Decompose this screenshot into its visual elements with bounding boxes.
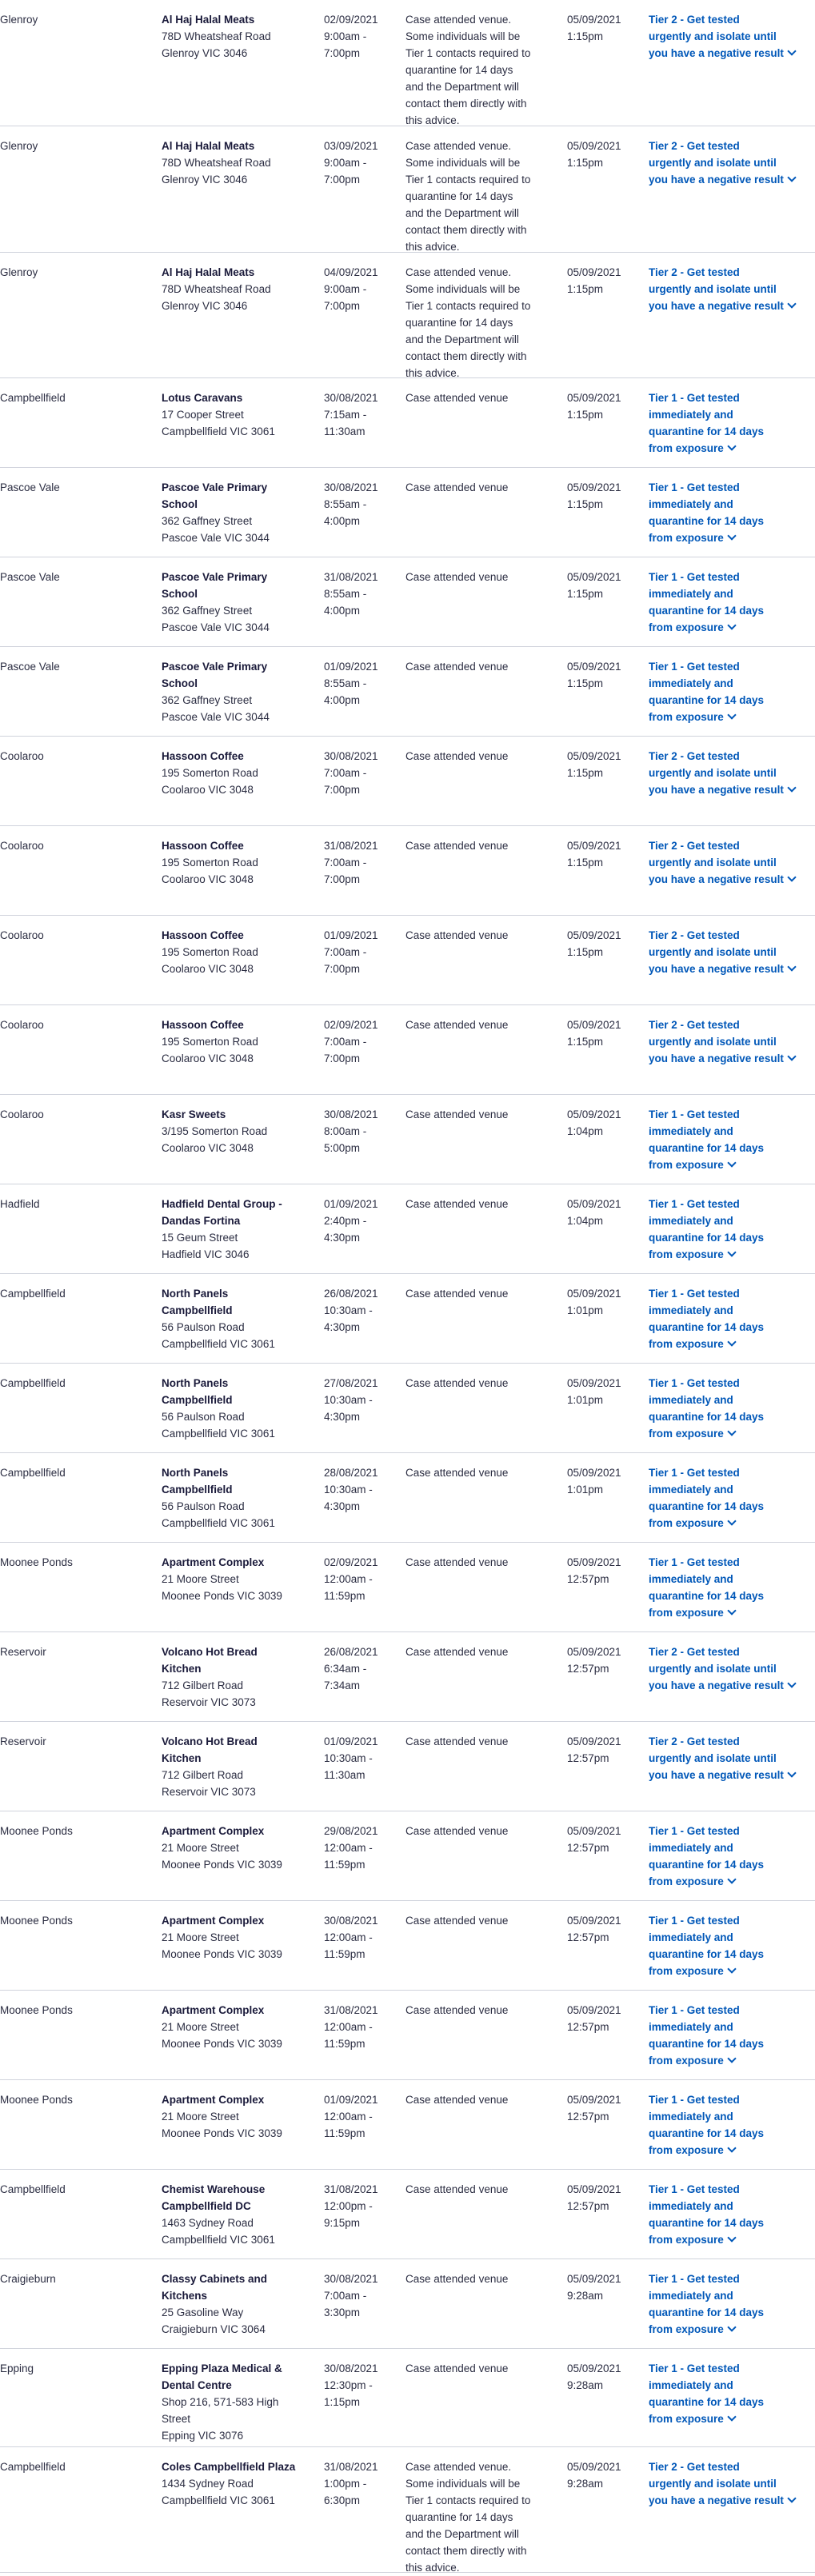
added-time-cell: 05/09/2021 1:15pm <box>567 840 621 869</box>
added-time-cell: 05/09/2021 12:57pm <box>567 1735 621 1764</box>
added-time-cell: 05/09/2021 1:04pm <box>567 1108 621 1137</box>
exposure-period-cell: 30/08/2021 12:30pm - 1:15pm <box>324 2362 378 2408</box>
site-cell <box>162 1196 314 1263</box>
site-cell <box>162 1643 314 1711</box>
site-address: 1434 Sydney Road Campbellfield VIC 3061 <box>162 2478 275 2506</box>
site-name: Al Haj Halal Meats <box>162 140 255 152</box>
site-cell <box>162 748 314 798</box>
exposure-period-cell: 31/08/2021 7:00am - 7:00pm <box>324 840 378 885</box>
health-advice-toggle[interactable] <box>649 2181 809 2248</box>
health-advice-text: Tier 1 - Get tested immediately and quarantine for 14 days from exposure <box>649 661 765 723</box>
exposure-period-cell: 01/09/2021 8:55am - 4:00pm <box>324 661 378 706</box>
notes-cell: Case attended venue <box>406 1467 509 1479</box>
notes-cell: Case attended venue <box>406 750 509 762</box>
health-advice-toggle[interactable] <box>649 748 809 798</box>
health-advice-toggle[interactable] <box>649 2091 809 2159</box>
health-advice-text: Tier 1 - Get tested immediately and quarantine for 14 days from exposure <box>649 1377 765 1440</box>
suburb-cell: Glenroy <box>0 14 38 26</box>
chevron-down-icon <box>787 1052 796 1060</box>
suburb-cell: Coolaroo <box>0 1108 44 1120</box>
notes-cell: Case attended venue <box>406 1915 509 1927</box>
notes-cell: Case attended venue. Some individuals will be Tier 1 contacts required to quarantine for 14 days and the Department will contact them directly with this advice. <box>406 2461 531 2574</box>
health-advice-text: Tier 2 - Get tested urgently and isolate until you have a negative result <box>649 929 784 975</box>
chevron-down-icon <box>727 1158 736 1167</box>
site-address: 195 Somerton Road Coolaroo VIC 3048 <box>162 946 258 975</box>
health-advice-text: Tier 1 - Get tested immediately and quarantine for 14 days from exposure <box>649 571 765 633</box>
added-time-cell: 05/09/2021 1:15pm <box>567 266 621 295</box>
site-address: 21 Moore Street Moonee Ponds VIC 3039 <box>162 2111 282 2139</box>
suburb-cell: Reservoir <box>0 1646 46 1658</box>
health-advice-text: Tier 1 - Get tested immediately and quarantine for 14 days from exposure <box>649 1198 765 1260</box>
health-advice-toggle[interactable] <box>649 2360 809 2427</box>
health-advice-toggle[interactable] <box>649 1285 809 1352</box>
added-time-cell: 05/09/2021 1:15pm <box>567 571 621 600</box>
chevron-down-icon <box>727 1964 736 1973</box>
site-address: 21 Moore Street Moonee Ponds VIC 3039 <box>162 1931 282 1960</box>
suburb-cell: Campbellfield <box>0 1467 66 1479</box>
health-advice-toggle[interactable] <box>649 2458 809 2509</box>
site-cell <box>162 138 314 188</box>
site-name: Epping Plaza Medical & Dental Centre <box>162 2362 282 2391</box>
notes-cell: Case attended venue. Some individuals will be Tier 1 contacts required to quarantine for 14 days and the Department will contact them directly with this advice. <box>406 140 531 253</box>
table-row <box>0 2259 815 2349</box>
site-name: Hassoon Coffee <box>162 929 244 941</box>
chevron-down-icon <box>787 783 796 792</box>
table-row <box>0 2080 815 2170</box>
health-advice-text: Tier 2 - Get tested urgently and isolate until you have a negative result <box>649 1646 784 1691</box>
health-advice-text: Tier 2 - Get tested urgently and isolate until you have a negative result <box>649 750 784 796</box>
site-address: 195 Somerton Road Coolaroo VIC 3048 <box>162 1036 258 1064</box>
chevron-down-icon <box>787 173 796 182</box>
health-advice-text: Tier 1 - Get tested immediately and quarantine for 14 days from exposure <box>649 1288 765 1350</box>
exposure-period-cell: 29/08/2021 12:00am - 11:59pm <box>324 1825 378 1871</box>
notes-cell: Case attended venue <box>406 929 509 941</box>
notes-cell: Case attended venue <box>406 1288 509 1300</box>
site-name: Apartment Complex <box>162 2094 265 2106</box>
health-advice-toggle[interactable] <box>649 1106 809 1173</box>
notes-cell: Case attended venue <box>406 1019 509 1031</box>
table-row <box>0 1811 815 1901</box>
exposure-period-cell: 30/08/2021 8:55am - 4:00pm <box>324 481 378 527</box>
table-row <box>0 1901 815 1991</box>
health-advice-text: Tier 2 - Get tested urgently and isolate until you have a negative result <box>649 1019 784 1064</box>
site-cell <box>162 2458 314 2509</box>
exposure-period-cell: 31/08/2021 12:00am - 11:59pm <box>324 2004 378 2050</box>
notes-cell: Case attended venue <box>406 1825 509 1837</box>
site-cell <box>162 1464 314 1532</box>
added-time-cell: 05/09/2021 12:57pm <box>567 2183 621 2212</box>
site-name: Hassoon Coffee <box>162 1019 244 1031</box>
chevron-down-icon <box>727 1875 736 1883</box>
health-advice-text: Tier 2 - Get tested urgently and isolate until you have a negative result <box>649 1735 784 1781</box>
notes-cell: Case attended venue <box>406 392 509 404</box>
site-cell <box>162 2360 314 2444</box>
site-name: Classy Cabinets and Kitchens <box>162 2273 268 2302</box>
site-cell <box>162 1823 314 1873</box>
table-row <box>0 1543 815 1632</box>
notes-cell: Case attended venue <box>406 840 509 852</box>
health-advice-toggle[interactable] <box>649 1912 809 1979</box>
table-row <box>0 1184 815 1274</box>
chevron-down-icon <box>787 1679 796 1687</box>
health-advice-text: Tier 1 - Get tested immediately and quarantine for 14 days from exposure <box>649 2094 765 2156</box>
site-cell <box>162 1016 314 1067</box>
site-address: 362 Gaffney Street Pascoe Vale VIC 3044 <box>162 694 270 723</box>
site-name: Volcano Hot Bread Kitchen <box>162 1735 258 1764</box>
added-time-cell: 05/09/2021 1:15pm <box>567 1019 621 1048</box>
site-name: Hassoon Coffee <box>162 750 244 762</box>
added-time-cell: 05/09/2021 12:57pm <box>567 1646 621 1675</box>
table-row <box>0 2349 815 2447</box>
chevron-down-icon <box>787 2494 796 2502</box>
site-address: 195 Somerton Road Coolaroo VIC 3048 <box>162 767 258 796</box>
site-address: 25 Gasoline Way Craigieburn VIC 3064 <box>162 2306 266 2335</box>
health-advice-toggle[interactable] <box>649 138 809 188</box>
chevron-down-icon <box>727 621 736 629</box>
site-cell <box>162 1375 314 1442</box>
chevron-down-icon <box>787 299 796 308</box>
exposure-period-cell: 04/09/2021 9:00am - 7:00pm <box>324 266 378 312</box>
table-row <box>0 737 815 826</box>
suburb-cell: Campbellfield <box>0 2461 66 2473</box>
site-name: Apartment Complex <box>162 1556 265 1568</box>
table-row <box>0 1722 815 1811</box>
suburb-cell: Epping <box>0 2362 34 2374</box>
site-name: Kasr Sweets <box>162 1108 226 1120</box>
added-time-cell: 05/09/2021 12:57pm <box>567 2094 621 2123</box>
health-advice-text: Tier 2 - Get tested urgently and isolate until you have a negative result <box>649 840 784 885</box>
site-address: 15 Geum Street Hadfield VIC 3046 <box>162 1232 250 1260</box>
health-advice-toggle[interactable] <box>649 1016 809 1067</box>
exposure-period-cell: 28/08/2021 10:30am - 4:30pm <box>324 1467 378 1512</box>
chevron-down-icon <box>727 1606 736 1615</box>
table-row <box>0 2447 815 2573</box>
site-address: 21 Moore Street Moonee Ponds VIC 3039 <box>162 1573 282 1602</box>
exposure-period-cell: 31/08/2021 12:00pm - 9:15pm <box>324 2183 378 2229</box>
site-name: Pascoe Vale Primary School <box>162 571 268 600</box>
health-advice-toggle[interactable] <box>649 2270 809 2338</box>
health-advice-toggle[interactable] <box>649 264 809 314</box>
suburb-cell: Campbellfield <box>0 392 66 404</box>
site-name: Apartment Complex <box>162 1825 265 1837</box>
notes-cell: Case attended venue <box>406 1198 509 1210</box>
chevron-down-icon <box>727 710 736 719</box>
site-address: 56 Paulson Road Campbellfield VIC 3061 <box>162 1321 275 1350</box>
table-row <box>0 1632 815 1722</box>
chevron-down-icon <box>787 1768 796 1777</box>
exposure-period-cell: 01/09/2021 10:30am - 11:30am <box>324 1735 378 1781</box>
chevron-down-icon <box>727 2054 736 2063</box>
table-row <box>0 1095 815 1184</box>
suburb-cell: Coolaroo <box>0 840 44 852</box>
health-advice-text: Tier 1 - Get tested immediately and quarantine for 14 days from exposure <box>649 481 765 544</box>
exposure-period-cell: 31/08/2021 8:55am - 4:00pm <box>324 571 378 617</box>
site-name: Apartment Complex <box>162 1915 265 1927</box>
chevron-down-icon <box>727 1516 736 1525</box>
exposure-period-cell: 02/09/2021 12:00am - 11:59pm <box>324 1556 378 1602</box>
notes-cell: Case attended venue. Some individuals will be Tier 1 contacts required to quarantine for 14 days and the Department will contact them directly with this advice. <box>406 14 531 126</box>
site-cell <box>162 569 314 636</box>
suburb-cell: Moonee Ponds <box>0 1915 73 1927</box>
health-advice-toggle[interactable] <box>649 11 809 62</box>
health-advice-text: Tier 1 - Get tested immediately and quarantine for 14 days from exposure <box>649 2362 765 2425</box>
site-address: 21 Moore Street Moonee Ponds VIC 3039 <box>162 2021 282 2050</box>
health-advice-toggle[interactable] <box>649 2002 809 2069</box>
health-advice-text: Tier 2 - Get tested urgently and isolate until you have a negative result <box>649 266 784 312</box>
suburb-cell: Craigieburn <box>0 2273 56 2285</box>
site-name: Al Haj Halal Meats <box>162 266 255 278</box>
site-name: Coles Campbellfield Plaza <box>162 2461 296 2473</box>
health-advice-toggle[interactable] <box>649 1643 809 1694</box>
notes-cell: Case attended venue <box>406 1377 509 1389</box>
suburb-cell: Pascoe Vale <box>0 481 60 493</box>
notes-cell: Case attended venue <box>406 2273 509 2285</box>
site-address: 78D Wheatsheaf Road Glenroy VIC 3046 <box>162 157 271 186</box>
site-cell <box>162 2002 314 2052</box>
site-name: Volcano Hot Bread Kitchen <box>162 1646 258 1675</box>
suburb-cell: Moonee Ponds <box>0 2004 73 2016</box>
site-address: 21 Moore Street Moonee Ponds VIC 3039 <box>162 1842 282 1871</box>
site-address: 78D Wheatsheaf Road Glenroy VIC 3046 <box>162 30 271 59</box>
chevron-down-icon <box>727 2143 736 2152</box>
added-time-cell: 05/09/2021 1:15pm <box>567 750 621 779</box>
added-time-cell: 05/09/2021 1:15pm <box>567 661 621 689</box>
suburb-cell: Moonee Ponds <box>0 2094 73 2106</box>
health-advice-text: Tier 1 - Get tested immediately and quarantine for 14 days from exposure <box>649 2004 765 2067</box>
health-advice-text: Tier 1 - Get tested immediately and quarantine for 14 days from exposure <box>649 1108 765 1171</box>
site-name: North Panels Campbellfield <box>162 1467 233 1496</box>
added-time-cell: 05/09/2021 9:28am <box>567 2273 621 2302</box>
health-advice-text: Tier 1 - Get tested immediately and quarantine for 14 days from exposure <box>649 1825 765 1887</box>
suburb-cell: Coolaroo <box>0 750 44 762</box>
health-advice-text: Tier 1 - Get tested immediately and quarantine for 14 days from exposure <box>649 1556 765 1619</box>
added-time-cell: 05/09/2021 12:57pm <box>567 1915 621 1943</box>
site-cell <box>162 2181 314 2248</box>
table-row <box>0 1364 815 1453</box>
exposure-period-cell: 30/08/2021 12:00am - 11:59pm <box>324 1915 378 1960</box>
notes-cell: Case attended venue <box>406 661 509 673</box>
chevron-down-icon <box>727 2412 736 2421</box>
suburb-cell: Campbellfield <box>0 2183 66 2195</box>
health-advice-text: Tier 1 - Get tested immediately and quarantine for 14 days from exposure <box>649 392 765 454</box>
site-name: Pascoe Vale Primary School <box>162 661 268 689</box>
suburb-cell: Coolaroo <box>0 929 44 941</box>
table-row <box>0 916 815 1005</box>
notes-cell: Case attended venue <box>406 571 509 583</box>
added-time-cell: 05/09/2021 12:57pm <box>567 2004 621 2033</box>
suburb-cell: Glenroy <box>0 140 38 152</box>
added-time-cell: 05/09/2021 1:15pm <box>567 481 621 510</box>
suburb-cell: Glenroy <box>0 266 38 278</box>
table-row <box>0 126 815 253</box>
health-advice-toggle[interactable] <box>649 389 809 457</box>
added-time-cell: 05/09/2021 1:01pm <box>567 1467 621 1496</box>
added-time-cell: 05/09/2021 1:04pm <box>567 1198 621 1227</box>
chevron-down-icon <box>727 441 736 450</box>
health-advice-text: Tier 1 - Get tested immediately and quarantine for 14 days from exposure <box>649 2273 765 2335</box>
site-cell <box>162 1733 314 1800</box>
health-advice-toggle[interactable] <box>649 569 809 636</box>
added-time-cell: 05/09/2021 9:28am <box>567 2461 621 2490</box>
site-name: Chemist Warehouse Campbellfield DC <box>162 2183 266 2212</box>
health-advice-toggle[interactable] <box>649 1196 809 1263</box>
health-advice-toggle[interactable] <box>649 479 809 546</box>
site-address: 78D Wheatsheaf Road Glenroy VIC 3046 <box>162 283 271 312</box>
site-cell <box>162 1554 314 1604</box>
site-cell <box>162 389 314 440</box>
health-advice-toggle[interactable] <box>649 1464 809 1532</box>
health-advice-text: Tier 2 - Get tested urgently and isolate until you have a negative result <box>649 14 784 59</box>
notes-cell: Case attended venue <box>406 1108 509 1120</box>
health-advice-text: Tier 2 - Get tested urgently and isolate until you have a negative result <box>649 140 784 186</box>
added-time-cell: 05/09/2021 12:57pm <box>567 1556 621 1585</box>
table-row <box>0 378 815 468</box>
site-cell <box>162 837 314 888</box>
added-time-cell: 05/09/2021 1:15pm <box>567 929 621 958</box>
health-advice-toggle[interactable] <box>649 1823 809 1890</box>
chevron-down-icon <box>727 1248 736 1256</box>
chevron-down-icon <box>787 46 796 55</box>
site-address: 712 Gilbert Road Reservoir VIC 3073 <box>162 1679 256 1708</box>
site-cell <box>162 264 314 314</box>
site-address: 362 Gaffney Street Pascoe Vale VIC 3044 <box>162 515 270 544</box>
table-row <box>0 0 815 126</box>
exposure-period-cell: 02/09/2021 9:00am - 7:00pm <box>324 14 378 59</box>
table-row <box>0 468 815 557</box>
table-row <box>0 1453 815 1543</box>
site-cell <box>162 1285 314 1352</box>
site-address: 1463 Sydney Road Campbellfield VIC 3061 <box>162 2217 275 2246</box>
notes-cell: Case attended venue. Some individuals will be Tier 1 contacts required to quarantine for 14 days and the Department will contact them directly with this advice. <box>406 266 531 379</box>
site-cell <box>162 658 314 725</box>
site-address: 3/195 Somerton Road Coolaroo VIC 3048 <box>162 1125 268 1154</box>
added-time-cell: 05/09/2021 12:57pm <box>567 1825 621 1854</box>
health-advice-toggle[interactable] <box>649 1375 809 1442</box>
suburb-cell: Coolaroo <box>0 1019 44 1031</box>
notes-cell: Case attended venue <box>406 1646 509 1658</box>
site-name: North Panels Campbellfield <box>162 1288 233 1316</box>
health-advice-text: Tier 1 - Get tested immediately and quarantine for 14 days from exposure <box>649 2183 765 2246</box>
suburb-cell: Reservoir <box>0 1735 46 1747</box>
suburb-cell: Campbellfield <box>0 1288 66 1300</box>
site-name: Al Haj Halal Meats <box>162 14 255 26</box>
site-cell <box>162 2270 314 2338</box>
table-row <box>0 1005 815 1095</box>
chevron-down-icon <box>727 2322 736 2331</box>
site-cell <box>162 1912 314 1963</box>
table-row <box>0 647 815 737</box>
table-row <box>0 826 815 916</box>
chevron-down-icon <box>787 873 796 881</box>
exposure-period-cell: 26/08/2021 10:30am - 4:30pm <box>324 1288 378 1333</box>
chevron-down-icon <box>727 531 736 540</box>
site-cell <box>162 2091 314 2142</box>
health-advice-toggle[interactable] <box>649 837 809 888</box>
health-advice-text: Tier 1 - Get tested immediately and quarantine for 14 days from exposure <box>649 1915 765 1977</box>
site-name: Hassoon Coffee <box>162 840 244 852</box>
health-advice-toggle[interactable] <box>649 927 809 977</box>
site-name: Lotus Caravans <box>162 392 243 404</box>
notes-cell: Case attended venue <box>406 1556 509 1568</box>
notes-cell: Case attended venue <box>406 1735 509 1747</box>
health-advice-toggle[interactable] <box>649 658 809 725</box>
site-name: Pascoe Vale Primary School <box>162 481 268 510</box>
chevron-down-icon <box>727 2233 736 2242</box>
exposure-period-cell: 02/09/2021 7:00am - 7:00pm <box>324 1019 378 1064</box>
site-address: Shop 216, 571-583 High Street Epping VIC 3076 <box>162 2396 279 2442</box>
site-name: Hadfield Dental Group - Dandas Fortina <box>162 1198 282 1227</box>
added-time-cell: 05/09/2021 9:28am <box>567 2362 621 2391</box>
site-address: 362 Gaffney Street Pascoe Vale VIC 3044 <box>162 605 270 633</box>
added-time-cell: 05/09/2021 1:15pm <box>567 140 621 169</box>
health-advice-toggle[interactable] <box>649 1733 809 1783</box>
exposure-period-cell: 31/08/2021 1:00pm - 6:30pm <box>324 2461 378 2506</box>
exposure-period-cell: 01/09/2021 12:00am - 11:59pm <box>324 2094 378 2139</box>
health-advice-text: Tier 2 - Get tested urgently and isolate until you have a negative result <box>649 2461 784 2506</box>
site-address: 712 Gilbert Road Reservoir VIC 3073 <box>162 1769 256 1798</box>
added-time-cell: 05/09/2021 1:15pm <box>567 392 621 421</box>
table-row <box>0 2170 815 2259</box>
site-cell <box>162 11 314 62</box>
suburb-cell: Pascoe Vale <box>0 661 60 673</box>
suburb-cell: Moonee Ponds <box>0 1825 73 1837</box>
exposure-period-cell: 01/09/2021 2:40pm - 4:30pm <box>324 1198 378 1244</box>
table-row <box>0 1991 815 2080</box>
added-time-cell: 05/09/2021 1:01pm <box>567 1288 621 1316</box>
added-time-cell: 05/09/2021 1:15pm <box>567 14 621 42</box>
site-cell <box>162 1106 314 1156</box>
exposure-period-cell: 30/08/2021 7:00am - 3:30pm <box>324 2273 378 2318</box>
suburb-cell: Pascoe Vale <box>0 571 60 583</box>
table-row <box>0 253 815 378</box>
suburb-cell: Campbellfield <box>0 1377 66 1389</box>
suburb-cell: Hadfield <box>0 1198 40 1210</box>
added-time-cell: 05/09/2021 1:01pm <box>567 1377 621 1406</box>
site-address: 17 Cooper Street Campbellfield VIC 3061 <box>162 409 275 437</box>
exposure-period-cell: 03/09/2021 9:00am - 7:00pm <box>324 140 378 186</box>
exposure-period-cell: 01/09/2021 7:00am - 7:00pm <box>324 929 378 975</box>
suburb-cell: Moonee Ponds <box>0 1556 73 1568</box>
site-name: North Panels Campbellfield <box>162 1377 233 1406</box>
table-row <box>0 557 815 647</box>
site-address: 56 Paulson Road Campbellfield VIC 3061 <box>162 1500 275 1529</box>
site-address: 195 Somerton Road Coolaroo VIC 3048 <box>162 857 258 885</box>
notes-cell: Case attended venue <box>406 481 509 493</box>
exposure-period-cell: 26/08/2021 6:34am - 7:34am <box>324 1646 378 1691</box>
site-cell <box>162 479 314 546</box>
notes-cell: Case attended venue <box>406 2183 509 2195</box>
table-row <box>0 1274 815 1364</box>
site-name: Apartment Complex <box>162 2004 265 2016</box>
site-address: 56 Paulson Road Campbellfield VIC 3061 <box>162 1411 275 1440</box>
notes-cell: Case attended venue <box>406 2362 509 2374</box>
exposure-period-cell: 30/08/2021 7:00am - 7:00pm <box>324 750 378 796</box>
exposure-period-cell: 30/08/2021 7:15am - 11:30am <box>324 392 378 437</box>
chevron-down-icon <box>727 1427 736 1436</box>
health-advice-text: Tier 1 - Get tested immediately and quarantine for 14 days from exposure <box>649 1467 765 1529</box>
chevron-down-icon <box>787 962 796 971</box>
notes-cell: Case attended venue <box>406 2004 509 2016</box>
chevron-down-icon <box>727 1337 736 1346</box>
site-cell <box>162 927 314 977</box>
notes-cell: Case attended venue <box>406 2094 509 2106</box>
health-advice-toggle[interactable] <box>649 1554 809 1621</box>
exposure-period-cell: 27/08/2021 10:30am - 4:30pm <box>324 1377 378 1423</box>
exposure-period-cell: 30/08/2021 8:00am - 5:00pm <box>324 1108 378 1154</box>
